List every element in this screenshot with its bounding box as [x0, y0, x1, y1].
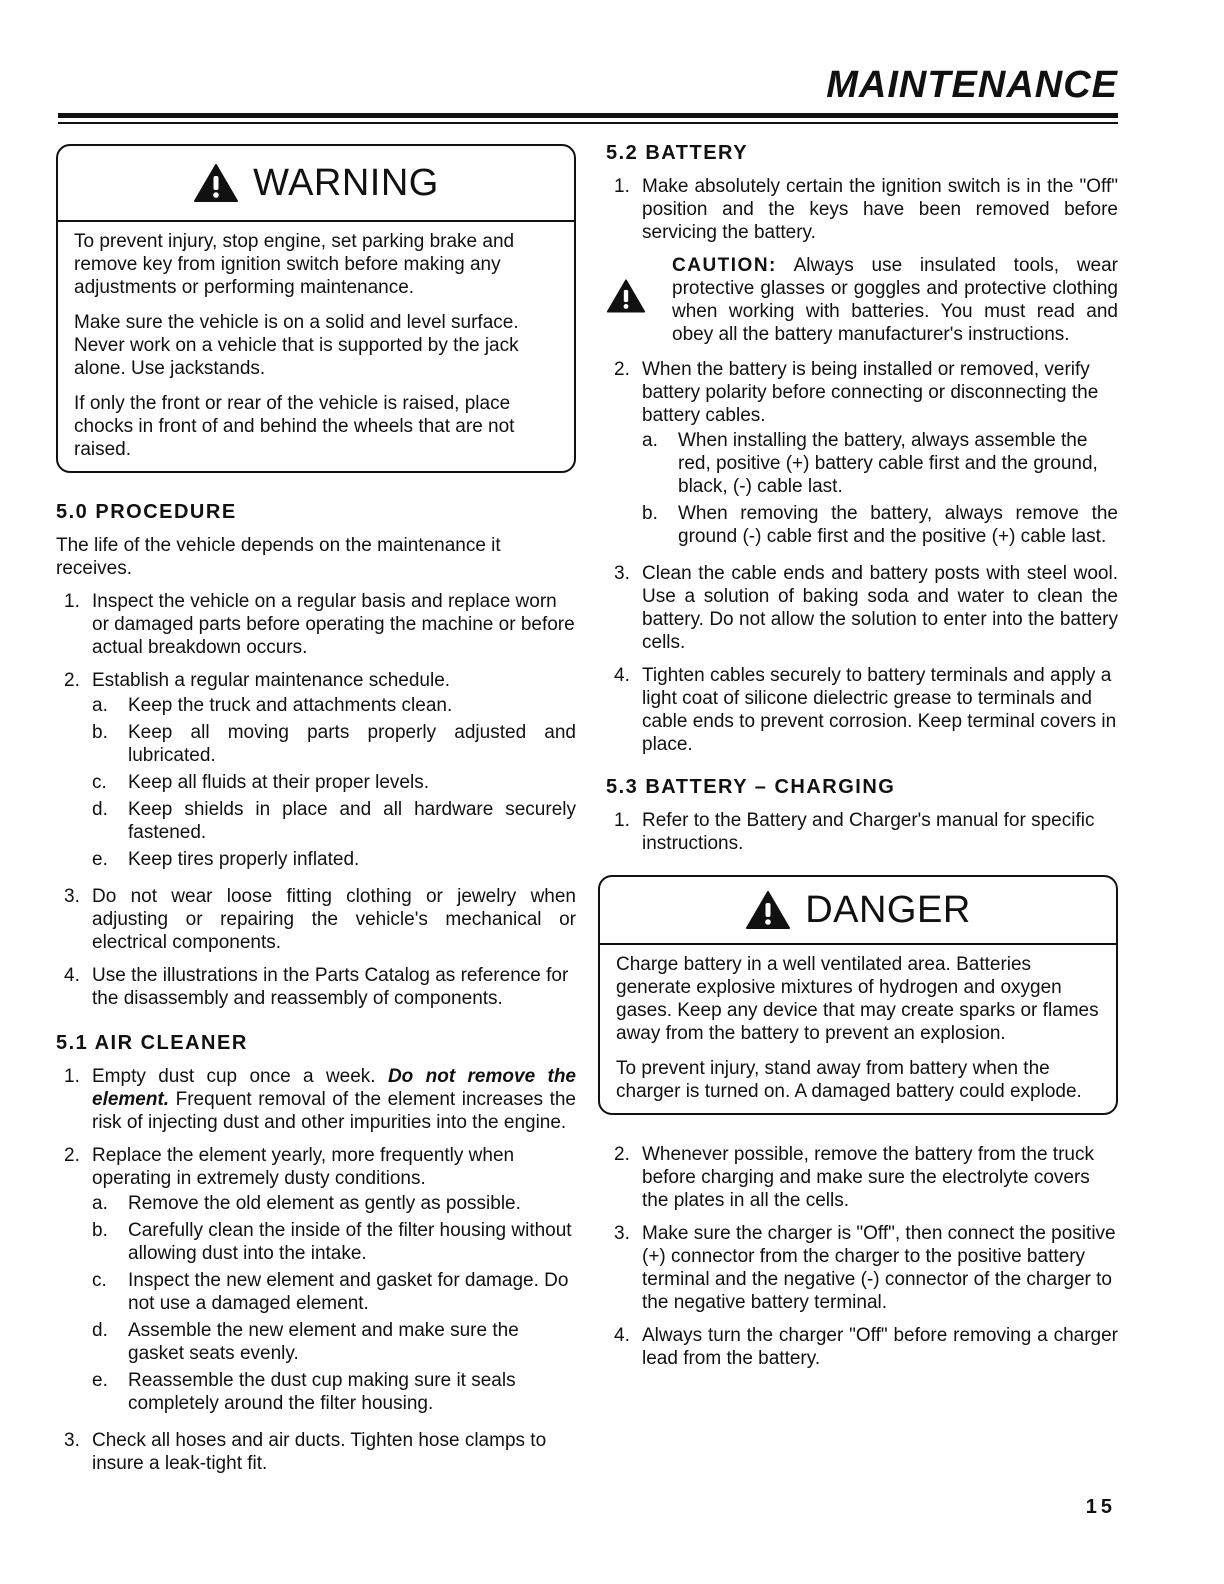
sub-item-letter: a.	[642, 430, 658, 451]
sub-item-letter: c.	[92, 772, 107, 793]
caution-body: Always use insulated tools, wear protective glasses or goggles and protective clothing when working with batteries. You must read and obey all the battery manufacturer's instructions.	[672, 255, 1118, 345]
sub-item-text: Reassemble the dust cup making sure it seals completely around the filter housing.	[128, 1370, 516, 1414]
page-header-title: MAINTENANCE	[826, 64, 1118, 106]
sub-list-item	[92, 1219, 576, 1265]
sub-item-letter: d.	[92, 1320, 108, 1341]
item-text: Establish a regular maintenance schedule.	[92, 670, 451, 691]
sub-item-letter: b.	[92, 1220, 108, 1241]
list-item	[614, 664, 1118, 756]
sub-list-item	[92, 694, 576, 717]
sub-item-letter: e.	[92, 849, 108, 870]
section-heading-air-cleaner: 5.1 AIR CLEANER	[56, 1032, 248, 1054]
list-item	[64, 1144, 576, 1419]
list-item	[614, 1222, 1118, 1314]
item-number: 2.	[64, 1145, 80, 1166]
list-item	[614, 358, 1118, 552]
item-text: Make sure the charger is "Off", then connect the positive (+) connector from the charger to the positive battery terminal and the negative (-) connector of the charger to the negative battery terminal.	[642, 1223, 1116, 1313]
sub-item-letter: a.	[92, 1193, 108, 1214]
left-column	[56, 138, 576, 1485]
sub-list-item	[92, 771, 576, 794]
section-heading-battery: 5.2 BATTERY	[606, 142, 749, 164]
caution-text	[672, 254, 1118, 346]
item-text: Whenever possible, remove the battery from the truck before charging and make sure the electrolyte covers the plates in all the cells.	[642, 1144, 1094, 1211]
sub-item-letter: a.	[92, 695, 108, 716]
item-number: 2.	[614, 359, 630, 380]
list-item	[614, 175, 1118, 244]
sub-item-text: Keep all fluids at their proper levels.	[128, 772, 429, 793]
sub-item-text: When removing the battery, always remove the ground (-) cable first and the positive (+) cable last.	[678, 503, 1118, 547]
item-text: Inspect the vehicle on a regular basis and replace worn or damaged parts before operating the machine or before actual breakdown occurs.	[92, 591, 575, 658]
item-number: 4.	[614, 665, 630, 686]
sub-item-text: Keep all moving parts properly adjusted and lubricated.	[128, 722, 576, 766]
sub-list-item	[92, 1192, 576, 1215]
page-number: 15	[1085, 1496, 1116, 1518]
item-number: 1.	[614, 176, 630, 197]
list-item	[64, 885, 576, 954]
section-heading-procedure: 5.0 PROCEDURE	[56, 501, 237, 523]
sub-item-letter: e.	[92, 1370, 108, 1391]
danger-heading: DANGER	[805, 888, 971, 931]
item-text: When the battery is being installed or removed, verify battery polarity before connecting or disconnecting the battery cables.	[642, 359, 1099, 426]
sub-item-text: When installing the battery, always assemble the red, positive (+) battery cable first and the ground, black, (-) cable last.	[678, 430, 1098, 497]
item-number: 4.	[64, 965, 80, 986]
warning-box	[56, 144, 576, 473]
sub-list-item	[642, 502, 1118, 548]
item-text: Do not wear loose fitting clothing or jewelry when adjusting or repairing the vehicle's mechanical or electrical components.	[92, 886, 576, 953]
item-text-part: Frequent removal of the element increases the risk of injecting dust and other impurities into the engine.	[92, 1089, 576, 1133]
warning-paragraph: Make sure the vehicle is on a solid and level surface. Never work on a vehicle that is supported by the jack alone. Use jackstands.	[74, 312, 519, 379]
sub-list-item	[92, 1319, 576, 1365]
item-text: Refer to the Battery and Charger's manual for specific instructions.	[642, 810, 1095, 854]
sub-list-item	[92, 1369, 576, 1415]
list-item	[64, 1429, 576, 1475]
item-number: 2.	[64, 670, 80, 691]
sub-list-item	[642, 429, 1118, 498]
item-text: Replace the element yearly, more frequently when operating in extremely dusty conditions.	[92, 1145, 515, 1189]
item-number: 1.	[64, 591, 80, 612]
sub-item-text: Assemble the new element and make sure the gasket seats evenly.	[128, 1320, 519, 1364]
list-item	[614, 562, 1118, 654]
warning-box-header	[58, 146, 574, 222]
emphasis-text: Do not remove the element.	[92, 1066, 576, 1110]
right-column	[606, 138, 1118, 1380]
danger-paragraph: To prevent injury, stand away from battery when the charger is turned on. A damaged battery could explode.	[616, 1058, 1082, 1102]
item-text: Tighten cables securely to battery terminals and apply a light coat of silicone dielectric grease to terminals and cable ends to prevent corrosion. Keep terminal covers in place.	[642, 665, 1117, 755]
list-item	[614, 809, 1118, 855]
caution-label: CAUTION:	[672, 255, 777, 276]
warning-paragraph: To prevent injury, stop engine, set parking brake and remove key from ignition switch before making any adjustments or performing maintenance.	[74, 231, 515, 298]
danger-box-header	[600, 877, 1116, 945]
danger-paragraph: Charge battery in a well ventilated area. Batteries generate explosive mixtures of hydrogen and oxygen gases. Keep any device that may create sparks or flames away from the battery to prevent an explosion.	[616, 954, 1099, 1044]
warning-triangle-icon	[606, 278, 646, 314]
procedure-intro: The life of the vehicle depends on the maintenance it receives.	[56, 535, 501, 579]
sub-item-text: Keep the truck and attachments clean.	[128, 695, 453, 716]
item-number: 2.	[614, 1144, 630, 1165]
sub-item-text: Remove the old element as gently as possible.	[128, 1193, 521, 1214]
item-text: Make absolutely certain the ignition switch is in the "Off" position and the keys have been removed before servicing the battery.	[642, 176, 1118, 243]
list-item	[64, 669, 576, 875]
sub-list-item	[92, 848, 576, 871]
sub-item-letter: b.	[92, 722, 108, 743]
sub-item-text: Keep tires properly inflated.	[128, 849, 360, 870]
sub-item-letter: d.	[92, 799, 108, 820]
sub-list-item	[92, 1269, 576, 1315]
list-item	[614, 1143, 1118, 1212]
item-number: 1.	[64, 1066, 80, 1087]
caution-icon-wrap	[606, 254, 672, 346]
item-number: 3.	[64, 886, 80, 907]
warning-triangle-icon	[193, 163, 239, 203]
item-number: 3.	[614, 1223, 630, 1244]
section-heading-charging: 5.3 BATTERY – CHARGING	[606, 776, 896, 798]
header-rule	[58, 113, 1118, 118]
item-text: Check all hoses and air ducts. Tighten hose clamps to insure a leak-tight fit.	[92, 1430, 547, 1474]
item-text: Always turn the charger "Off" before removing a charger lead from the battery.	[642, 1325, 1118, 1369]
sub-item-letter: b.	[642, 503, 658, 524]
danger-body	[600, 945, 1116, 1113]
sub-item-text: Inspect the new element and gasket for damage. Do not use a damaged element.	[128, 1270, 569, 1314]
list-item	[64, 964, 576, 1010]
header-rule-thin	[58, 122, 1118, 124]
warning-triangle-icon	[745, 890, 791, 930]
caution-note	[606, 254, 1118, 346]
list-item	[64, 590, 576, 659]
sub-item-letter: c.	[92, 1270, 107, 1291]
sub-item-text: Keep shields in place and all hardware securely fastened.	[128, 799, 576, 843]
sub-list-item	[92, 798, 576, 844]
item-text-part: Empty dust cup once a week.	[92, 1066, 388, 1087]
item-number: 4.	[614, 1325, 630, 1346]
warning-paragraph: If only the front or rear of the vehicle is raised, place chocks in front of and behind the wheels that are not raised.	[74, 393, 515, 460]
list-item	[614, 1324, 1118, 1370]
list-item	[64, 1065, 576, 1134]
danger-box	[598, 875, 1118, 1115]
item-number: 3.	[64, 1430, 80, 1451]
sub-item-text: Carefully clean the inside of the filter housing without allowing dust into the intake.	[128, 1220, 572, 1264]
warning-body	[58, 222, 574, 471]
item-text: Use the illustrations in the Parts Catalog as reference for the disassembly and reassembly of components.	[92, 965, 569, 1009]
item-text	[92, 1065, 576, 1134]
item-number: 1.	[614, 810, 630, 831]
sub-list-item	[92, 721, 576, 767]
item-number: 3.	[614, 563, 630, 584]
item-text: Clean the cable ends and battery posts with steel wool. Use a solution of baking soda and water to clean the battery. Do not allow the solution to enter into the battery cells.	[642, 563, 1118, 653]
warning-heading: WARNING	[253, 161, 439, 204]
